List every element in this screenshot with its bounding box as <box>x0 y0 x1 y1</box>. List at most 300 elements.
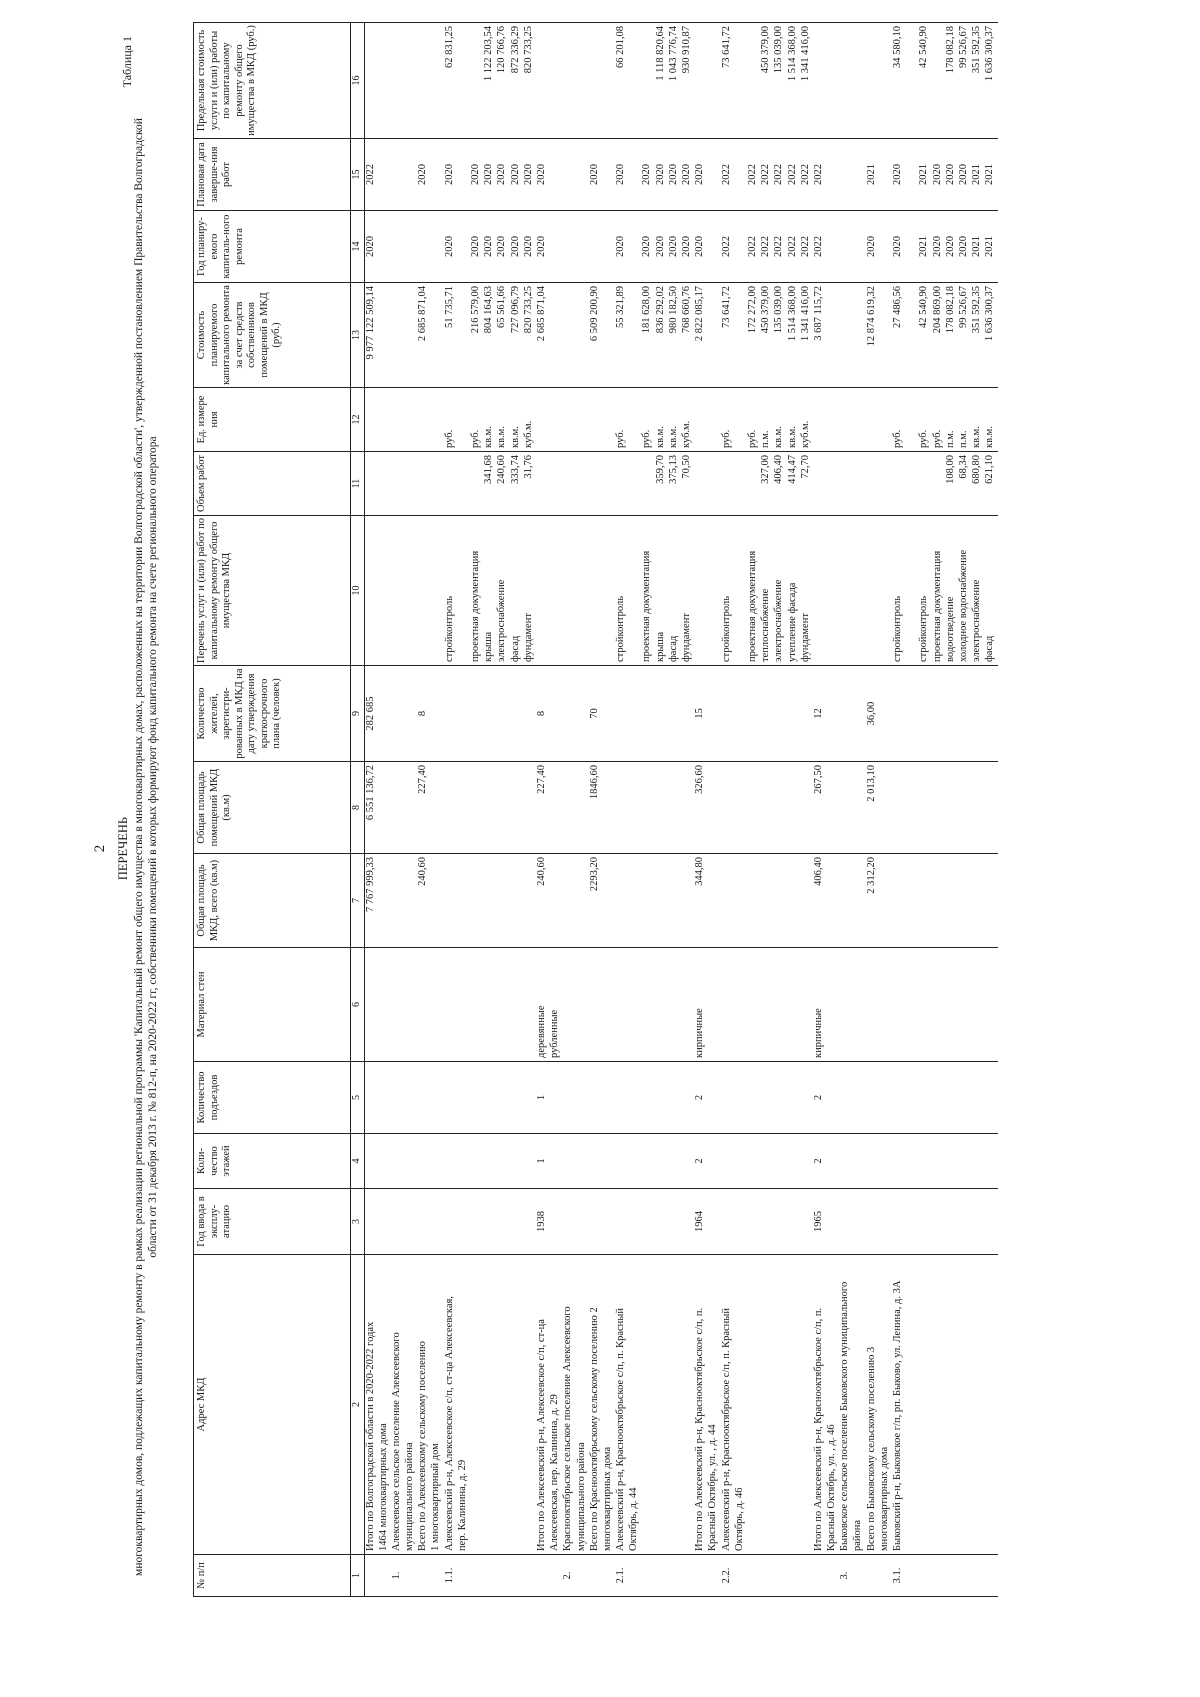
cell-max-cost: 1 341 416,00 <box>800 23 813 139</box>
cell-repair-year: 2020 <box>523 211 536 283</box>
cell-year <box>417 1189 430 1255</box>
column-number-11: 11 <box>351 452 365 516</box>
cell-repair-year: 2020 <box>615 211 628 283</box>
cell-cost: 73 641,72 <box>721 283 734 388</box>
cell-volume <box>404 452 417 516</box>
cell-cost: 9 977 122 509,14 <box>364 283 378 388</box>
cell-residents <box>641 666 654 762</box>
cell-area-total <box>404 854 417 948</box>
cell-max-cost <box>866 23 879 139</box>
cell-num <box>787 1555 800 1597</box>
cell-cost <box>457 283 470 388</box>
cell-repair-year: 2020 <box>470 211 483 283</box>
cell-cost: 204 869,00 <box>932 283 945 388</box>
cell-area-premises <box>800 762 813 854</box>
cell-unit: руб. <box>641 388 654 452</box>
cell-residents: 282 685 <box>364 666 378 762</box>
cell-volume: 70,50 <box>681 452 694 516</box>
cell-end-date: 2022 <box>800 139 813 211</box>
cell-address <box>668 1255 681 1555</box>
cell-unit: руб. <box>721 388 734 452</box>
cell-cost <box>826 283 839 388</box>
cell-volume <box>707 452 720 516</box>
cell-max-cost: 34 580,10 <box>892 23 905 139</box>
cell-num <box>628 1555 641 1597</box>
header-unit: Ед. измере ния <box>194 388 351 452</box>
cell-entrances <box>589 1062 602 1134</box>
cell-area-premises <box>905 762 918 854</box>
cell-unit <box>734 388 747 452</box>
cell-year <box>628 1189 641 1255</box>
cell-area-premises <box>787 762 800 854</box>
table-row <box>536 23 549 1597</box>
cell-repair-year <box>457 211 470 283</box>
cell-end-date: 2020 <box>615 139 628 211</box>
page-title: ПЕРЕЧЕНЬ <box>116 816 130 881</box>
cell-works <box>866 516 879 666</box>
cell-repair-year: 2020 <box>364 211 378 283</box>
cell-end-date <box>391 139 404 211</box>
cell-max-cost <box>641 23 654 139</box>
cell-address <box>470 1255 483 1555</box>
cell-works <box>417 516 430 666</box>
cell-residents <box>655 666 668 762</box>
cell-works <box>813 516 826 666</box>
cell-area-premises <box>734 762 747 854</box>
cell-residents: 70 <box>589 666 602 762</box>
cell-floors <box>800 1134 813 1189</box>
cell-num <box>430 1555 443 1597</box>
cell-works <box>457 516 470 666</box>
cell-entrances <box>562 1062 575 1134</box>
cell-entrances <box>681 1062 694 1134</box>
cell-area-total: 240,60 <box>536 854 549 948</box>
cell-address: муниципального района <box>404 1255 417 1555</box>
cell-year <box>510 1189 523 1255</box>
cell-floors <box>483 1134 496 1189</box>
cell-address: Итого по Алексеевский р-н, Краснооктябрьское с/п, п. <box>813 1255 826 1555</box>
table-row <box>945 23 958 1597</box>
cell-cost: 3 687 115,72 <box>813 283 826 388</box>
table-body <box>364 23 998 1597</box>
cell-unit <box>378 388 391 452</box>
cell-address <box>523 1255 536 1555</box>
cell-repair-year: 2020 <box>444 211 457 283</box>
cell-area-premises <box>615 762 628 854</box>
cell-area-premises: 6 551 136,72 <box>364 762 378 854</box>
cell-max-cost <box>391 23 404 139</box>
cell-works <box>576 516 589 666</box>
cell-residents <box>839 666 852 762</box>
cell-entrances <box>958 1062 971 1134</box>
cell-residents: 8 <box>417 666 430 762</box>
cell-year <box>681 1189 694 1255</box>
cell-works: водоотведение <box>945 516 958 666</box>
cell-area-total <box>800 854 813 948</box>
cell-repair-year: 2021 <box>971 211 984 283</box>
cell-max-cost: 1 118 820,64 <box>655 23 668 139</box>
cell-volume <box>589 452 602 516</box>
cell-repair-year: 2020 <box>668 211 681 283</box>
cell-floors <box>562 1134 575 1189</box>
table-row <box>523 23 536 1597</box>
cell-walls <box>760 948 773 1062</box>
cell-area-total <box>918 854 931 948</box>
cell-works: фундамент <box>800 516 813 666</box>
cell-address <box>641 1255 654 1555</box>
cell-floors <box>787 1134 800 1189</box>
cell-area-premises <box>747 762 760 854</box>
cell-unit: кв.м. <box>668 388 681 452</box>
cell-walls: деревянные <box>536 948 549 1062</box>
cell-works <box>826 516 839 666</box>
header-max-cost: Предельная стоимость услуги и (или) работы по капитальному ремонту общего имущества в МКД (руб.) <box>194 23 351 139</box>
cell-residents <box>984 666 997 762</box>
cell-area-total <box>655 854 668 948</box>
cell-works <box>589 516 602 666</box>
cell-unit <box>404 388 417 452</box>
cell-repair-year <box>391 211 404 283</box>
header-works: Перечень услуг и (или) работ по капитальному ремонту общего имущества МКД <box>194 516 351 666</box>
cell-works: крыша <box>483 516 496 666</box>
cell-cost <box>602 283 615 388</box>
cell-address: Красный Октябрь, ул. , д. 44 <box>707 1255 720 1555</box>
cell-walls <box>483 948 496 1062</box>
column-number-14: 14 <box>351 211 365 283</box>
cell-area-premises <box>602 762 615 854</box>
cell-repair-year: 2020 <box>932 211 945 283</box>
cell-floors <box>615 1134 628 1189</box>
cell-entrances <box>800 1062 813 1134</box>
cell-unit: кв.м. <box>496 388 509 452</box>
cell-unit: руб. <box>932 388 945 452</box>
cell-num <box>378 1555 391 1597</box>
cell-works: фасад <box>984 516 997 666</box>
cell-repair-year: 2022 <box>760 211 773 283</box>
cell-max-cost <box>628 23 641 139</box>
cell-num <box>852 1555 865 1597</box>
header-cost: Стоимость планируемого капитального ремонта за счет средств собственников помещений в МКД (руб.) <box>194 283 351 388</box>
cell-area-total <box>892 854 905 948</box>
cell-cost <box>562 283 575 388</box>
cell-works <box>707 516 720 666</box>
cell-entrances <box>628 1062 641 1134</box>
cell-walls <box>576 948 589 1062</box>
cell-walls <box>971 948 984 1062</box>
cell-floors <box>958 1134 971 1189</box>
cell-end-date: 2020 <box>417 139 430 211</box>
cell-area-total: 2293,20 <box>589 854 602 948</box>
cell-address: Быковский р-н, Быковское г/п, рп. Быково, ул. Ленина, д. 3А <box>892 1255 905 1555</box>
cell-area-premises <box>404 762 417 854</box>
cell-area-total <box>510 854 523 948</box>
cell-cost <box>549 283 562 388</box>
cell-year <box>668 1189 681 1255</box>
cell-repair-year: 2022 <box>747 211 760 283</box>
cell-year <box>839 1189 852 1255</box>
table-header-row <box>194 23 351 1597</box>
cell-walls: кирпичные <box>694 948 707 1062</box>
cell-unit <box>417 388 430 452</box>
cell-repair-year <box>589 211 602 283</box>
cell-residents <box>918 666 931 762</box>
cell-works <box>628 516 641 666</box>
column-number-1: 1 <box>351 1555 365 1597</box>
cell-max-cost <box>826 23 839 139</box>
cell-cost <box>404 283 417 388</box>
cell-entrances <box>971 1062 984 1134</box>
cell-address: Всего по Алексеевскому сельскому поселению <box>417 1255 430 1555</box>
cell-residents <box>707 666 720 762</box>
cell-end-date: 2020 <box>496 139 509 211</box>
cell-num <box>905 1555 918 1597</box>
cell-address: Красный Октябрь, ул. , д. 46 <box>826 1255 839 1555</box>
cell-volume: 341,68 <box>483 452 496 516</box>
cell-num <box>932 1555 945 1597</box>
cell-area-total <box>905 854 918 948</box>
cell-repair-year <box>417 211 430 283</box>
cell-address <box>760 1255 773 1555</box>
cell-residents <box>602 666 615 762</box>
cell-volume <box>721 452 734 516</box>
cell-volume: 406,40 <box>773 452 786 516</box>
cell-repair-year: 2020 <box>945 211 958 283</box>
cell-num <box>404 1555 417 1597</box>
table-row <box>496 23 509 1597</box>
cell-residents <box>879 666 892 762</box>
cell-cost: 1 636 300,37 <box>984 283 997 388</box>
cell-repair-year: 2020 <box>892 211 905 283</box>
cell-area-total <box>852 854 865 948</box>
cell-year <box>430 1189 443 1255</box>
cell-num <box>470 1555 483 1597</box>
cell-repair-year <box>734 211 747 283</box>
cell-area-total: 2 312,20 <box>866 854 879 948</box>
cell-year: 1965 <box>813 1189 826 1255</box>
cell-cost: 836 292,02 <box>655 283 668 388</box>
cell-walls <box>655 948 668 1062</box>
table-row <box>444 23 457 1597</box>
cell-num <box>655 1555 668 1597</box>
cell-unit: кв.м. <box>773 388 786 452</box>
cell-year <box>470 1189 483 1255</box>
cell-volume: 72,70 <box>800 452 813 516</box>
cell-area-premises <box>879 762 892 854</box>
cell-repair-year: 2020 <box>510 211 523 283</box>
cell-area-total <box>668 854 681 948</box>
cell-walls <box>905 948 918 1062</box>
cell-num <box>945 1555 958 1597</box>
cell-num: 1. <box>391 1555 404 1597</box>
cell-repair-year <box>602 211 615 283</box>
cell-area-premises: 2 013,10 <box>866 762 879 854</box>
cell-works <box>391 516 404 666</box>
cell-repair-year: 2022 <box>721 211 734 283</box>
cell-floors <box>734 1134 747 1189</box>
cell-area-premises <box>707 762 720 854</box>
cell-unit <box>852 388 865 452</box>
cell-repair-year <box>628 211 641 283</box>
cell-repair-year <box>576 211 589 283</box>
cell-cost: 65 561,66 <box>496 283 509 388</box>
cell-area-total <box>681 854 694 948</box>
cell-residents <box>457 666 470 762</box>
cell-max-cost <box>852 23 865 139</box>
header-residents: Количество жителей, зарегистри-рованных в МКД на дату утверждения краткосрочного плана (человек) <box>194 666 351 762</box>
table-row <box>615 23 628 1597</box>
cell-area-total <box>496 854 509 948</box>
cell-max-cost: 930 910,87 <box>681 23 694 139</box>
cell-cost: 2 685 871,04 <box>536 283 549 388</box>
cell-address: 1 многоквартирный дом <box>430 1255 443 1555</box>
column-number-2: 2 <box>351 1255 365 1555</box>
cell-works: проектная документация <box>641 516 654 666</box>
cell-cost: 727 096,79 <box>510 283 523 388</box>
table-row <box>866 23 879 1597</box>
cell-max-cost <box>562 23 575 139</box>
cell-end-date: 2020 <box>510 139 523 211</box>
cell-address <box>483 1255 496 1555</box>
cell-volume <box>576 452 589 516</box>
cell-volume <box>918 452 931 516</box>
cell-walls <box>496 948 509 1062</box>
cell-repair-year <box>879 211 892 283</box>
cell-volume <box>852 452 865 516</box>
cell-year <box>641 1189 654 1255</box>
cell-year <box>589 1189 602 1255</box>
cell-end-date <box>576 139 589 211</box>
cell-floors <box>404 1134 417 1189</box>
cell-year <box>958 1189 971 1255</box>
cell-walls <box>417 948 430 1062</box>
cell-entrances <box>747 1062 760 1134</box>
cell-floors <box>747 1134 760 1189</box>
cell-end-date: 2022 <box>364 139 378 211</box>
table-row <box>417 23 430 1597</box>
cell-year <box>444 1189 457 1255</box>
cell-year <box>378 1189 391 1255</box>
cell-address <box>971 1255 984 1555</box>
table-row <box>681 23 694 1597</box>
cell-floors <box>655 1134 668 1189</box>
column-number-9: 9 <box>351 666 365 762</box>
subtitle-line: многоквартирных домов, подлежащих капитальному ремонту в рамках реализации региональной программы 'Капитальный ремонт общего имущества в многоквартирных домах, расположенных на территории Волгоградской области', утвержденной постановлением Правительства Волгоградской <box>133 118 145 1576</box>
cell-floors <box>852 1134 865 1189</box>
cell-year <box>945 1189 958 1255</box>
cell-cost <box>628 283 641 388</box>
header-address: Адрес МКД <box>194 1255 351 1555</box>
cell-volume <box>615 452 628 516</box>
cell-floors <box>628 1134 641 1189</box>
cell-residents: 15 <box>694 666 707 762</box>
cell-entrances <box>984 1062 997 1134</box>
cell-floors <box>707 1134 720 1189</box>
header-end-date: Плановая дата заверше-ния работ <box>194 139 351 211</box>
cell-max-cost <box>839 23 852 139</box>
cell-volume <box>457 452 470 516</box>
page-number: 2 <box>92 844 108 853</box>
cell-year <box>549 1189 562 1255</box>
cell-repair-year: 2022 <box>773 211 786 283</box>
cell-address: района <box>852 1255 865 1555</box>
cell-year <box>866 1189 879 1255</box>
cell-num <box>589 1555 602 1597</box>
cell-unit <box>813 388 826 452</box>
cell-max-cost <box>536 23 549 139</box>
table-row <box>773 23 786 1597</box>
cell-unit: руб. <box>747 388 760 452</box>
cell-entrances <box>721 1062 734 1134</box>
cell-max-cost: 120 766,76 <box>496 23 509 139</box>
cell-year <box>721 1189 734 1255</box>
cell-cost: 12 874 619,32 <box>866 283 879 388</box>
cell-year <box>483 1189 496 1255</box>
cell-unit <box>628 388 641 452</box>
cell-address <box>958 1255 971 1555</box>
cell-floors <box>523 1134 536 1189</box>
cell-entrances: 1 <box>536 1062 549 1134</box>
cell-volume <box>826 452 839 516</box>
cell-residents: 8 <box>536 666 549 762</box>
cell-entrances <box>457 1062 470 1134</box>
cell-repair-year <box>905 211 918 283</box>
cell-walls <box>800 948 813 1062</box>
cell-area-total <box>549 854 562 948</box>
cell-entrances <box>932 1062 945 1134</box>
cell-repair-year: 2022 <box>800 211 813 283</box>
cell-end-date <box>734 139 747 211</box>
cell-floors <box>760 1134 773 1189</box>
cell-walls <box>510 948 523 1062</box>
cell-entrances <box>510 1062 523 1134</box>
cell-floors <box>892 1134 905 1189</box>
cell-year <box>984 1189 997 1255</box>
table-row <box>510 23 523 1597</box>
cell-repair-year <box>839 211 852 283</box>
cell-repair-year <box>707 211 720 283</box>
cell-volume <box>839 452 852 516</box>
cell-entrances <box>549 1062 562 1134</box>
cell-num <box>747 1555 760 1597</box>
cell-year <box>391 1189 404 1255</box>
cell-volume: 414,47 <box>787 452 800 516</box>
cell-repair-year <box>378 211 391 283</box>
cell-repair-year: 2021 <box>984 211 997 283</box>
table-row <box>971 23 984 1597</box>
cell-year <box>918 1189 931 1255</box>
cell-entrances <box>826 1062 839 1134</box>
column-number-row <box>351 23 365 1597</box>
column-number-3: 3 <box>351 1189 365 1255</box>
cell-cost: 768 660,76 <box>681 283 694 388</box>
cell-address: Итого по Алексеевский р-н, Алексеевское с/п, ст-ца <box>536 1255 549 1555</box>
cell-area-total <box>523 854 536 948</box>
cell-area-premises <box>773 762 786 854</box>
cell-num <box>707 1555 720 1597</box>
cell-cost: 99 526,67 <box>958 283 971 388</box>
column-number-13: 13 <box>351 283 365 388</box>
cell-floors <box>932 1134 945 1189</box>
cell-max-cost: 820 733,25 <box>523 23 536 139</box>
cell-end-date <box>562 139 575 211</box>
cell-area-premises <box>510 762 523 854</box>
cell-max-cost <box>378 23 391 139</box>
cell-address: Итого по Алексеевский р-н, Краснооктябрьское с/п, п. <box>694 1255 707 1555</box>
cell-entrances <box>641 1062 654 1134</box>
cell-year <box>457 1189 470 1255</box>
cell-address: Октябрь, д. 44 <box>628 1255 641 1555</box>
cell-volume <box>430 452 443 516</box>
